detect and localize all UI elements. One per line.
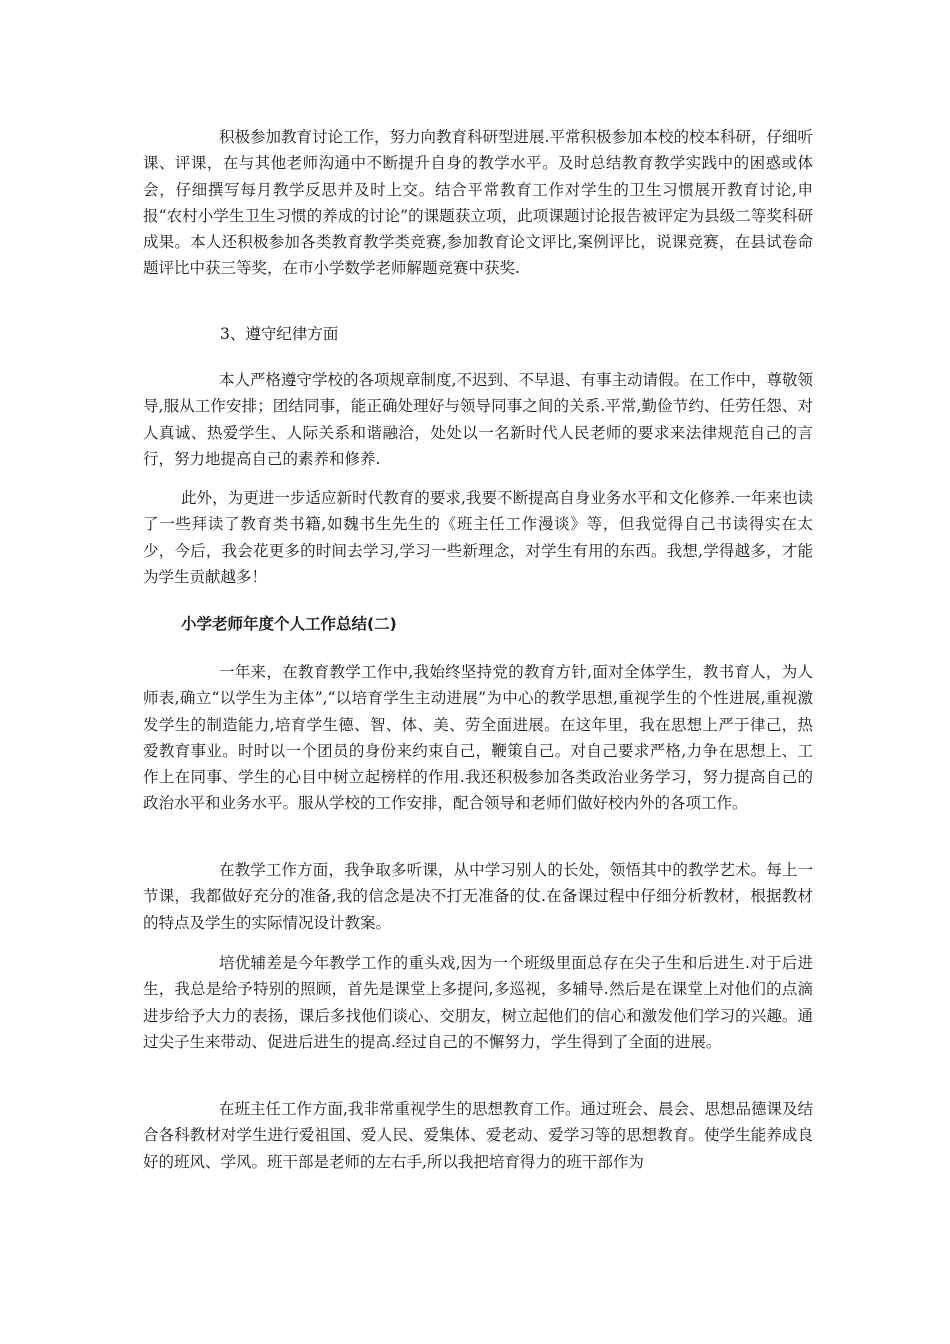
heading-discipline: 3、遵守纪律方面	[220, 325, 339, 343]
paragraph-research: 积极参加教育讨论工作，努力向教育科研型进展.平常积极参加本校的校本科研，仔细听课、评课，在与其他老师沟通中不断提升自身的教学水平。及时总结教育教学实践中的困惑或体会，仔细撰写每月教学反思并及时上交。结合平常教育工作对学生的卫生习惯展开教育讨论,申报“农村小学生卫生习惯的养成的讨论”的课题获立项，此项课题讨论报告被评定为县级二等奖科研成果。本人还积极参加各类教育教学类竞赛,参加教育论文评比,案例评比，说课竞赛，在县试卷命题评比中获三等奖，在市小学数学老师解题竞赛中获奖.	[143, 128, 813, 278]
paragraph-class-teacher: 在班主任工作方面,我非常重视学生的思想教育工作。通过班会、晨会、思想品德课及结合各科教材对学生进行爱祖国、爱人民、爱集体、爱老动、爱学习等的思想教育。使学生能养成良好的班风、学风。班干部是老师的左右手,所以我把培育得力的班干部作为	[143, 1100, 813, 1171]
section-title: 小学老师年度个人工作总结(二)	[181, 615, 397, 633]
paragraph-teaching: 在教学工作方面，我争取多听课，从中学习别人的长处，领悟其中的教学艺术。每上一节课，我都做好充分的准备,我的信念是决不打无准备的仗.在备课过程中仔细分析教材，根据教材的特点及学生的实际情况设计教案。	[143, 861, 813, 932]
paragraph-overview: 一年来，在教育教学工作中,我始终坚持党的教育方针,面对全体学生，教书育人，为人师表,确立“以学生为主体”,“以培育学生主动进展”为中心的教学思想,重视学生的个性进展,重视激发学生的制造能力,培育学生德、智、体、美、劳全面进展。在这年里，我在思想上严于律己，热爱教育事业。时时以一个团员的身份来约束自己，鞭策自己。对自己要求严格,力争在思想上、工作上在同事、学生的心目中树立起榜样的作用.我还积极参加各类政治业务学习，努力提高自己的政治水平和业务水平。服从学校的工作安排，配合领导和老师们做好校内外的各项工作。	[143, 663, 813, 813]
paragraph-tutoring: 培优辅差是今年教学工作的重头戏,因为一个班级里面总存在尖子生和后进生.对于后进生，我总是给予特别的照顾，首先是课堂上多提问,多巡视，多辅导.然后是在课堂上对他们的点滴进步给予大力的表扬，课后多找他们谈心、交朋友，树立起他们的信心和激发他们学习的兴趣。通过尖子生来带动、促进后进生的提高.经过自己的不懈努力，学生得到了全面的进展。	[143, 954, 813, 1051]
paragraph-discipline: 本人严格遵守学校的各项规章制度,不迟到、不早退、有事主动请假。在工作中，尊敬领导,服从工作安排；团结同事，能正确处理好与领导同事之间的关系.平常,勤俭节约、任劳任怨、对人真诚、热爱学生、人际关系和谐融洽，处处以一名新时代人民老师的要求来法律规范自己的言行，努力地提高自己的素养和修养.	[143, 371, 813, 468]
paragraph-self-study: 此外，为更进一步适应新时代教育的要求,我要不断提高自身业务水平和文化修养.一年来也读了一些拜读了教育类书籍,如魏书生先生的《班主任工作漫谈》等，但我觉得自己书读得实在太少，今后，我会花更多的时间去学习,学习一些新理念，对学生有用的东西。我想,学得越多，才能为学生贡献越多！	[143, 489, 813, 586]
